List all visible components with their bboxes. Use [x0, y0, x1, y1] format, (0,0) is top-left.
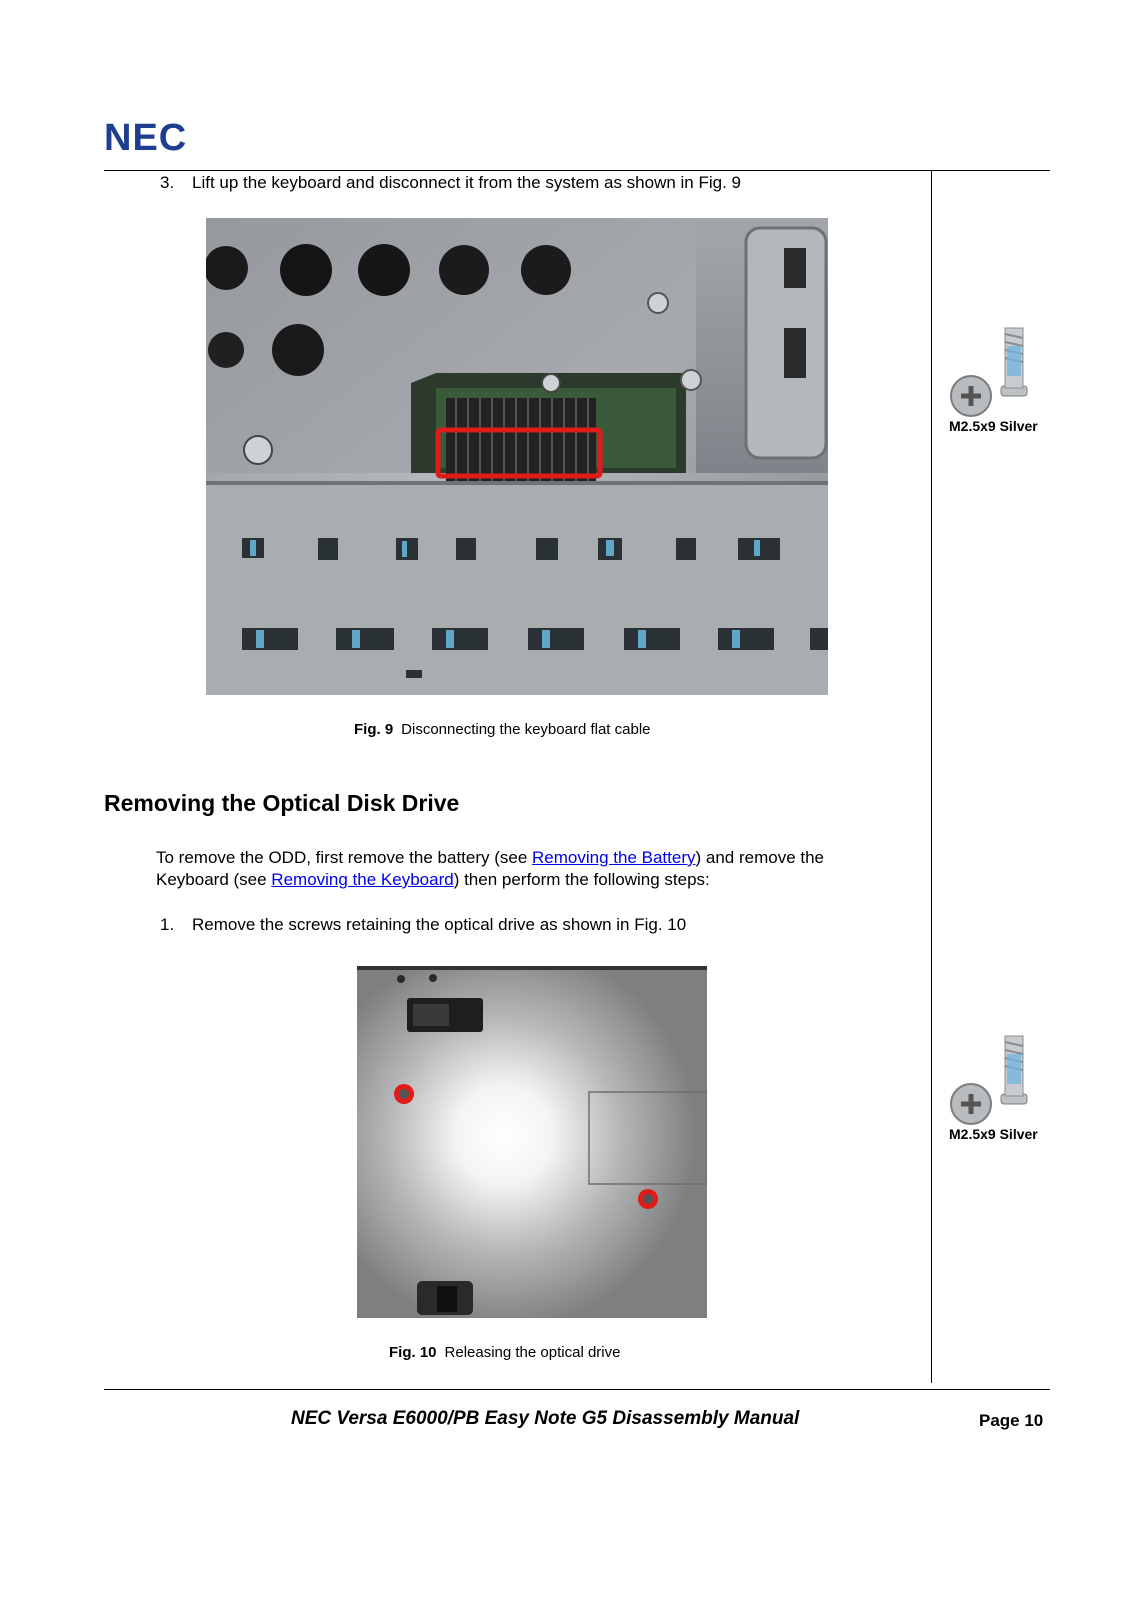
screw-label: M2.5x9 Silver: [949, 1126, 1038, 1142]
step-number: 1.: [160, 915, 175, 934]
figure-caption-text: Disconnecting the keyboard flat cable: [401, 721, 651, 738]
logo-text: NEC: [104, 118, 188, 154]
removing-battery-link[interactable]: Removing the Battery: [532, 848, 696, 867]
footer-rule: [104, 1389, 1050, 1390]
side-column-divider: [931, 171, 932, 1383]
figure-caption-text: Releasing the optical drive: [444, 1344, 621, 1361]
screw-reference: [949, 1034, 1045, 1142]
optical-drive-photo: [357, 966, 707, 1318]
manual-title: NEC Versa E6000/PB Easy Note G5 Disassembly Manual: [291, 1408, 800, 1429]
figure-label: Fig. 10: [389, 1344, 437, 1361]
screw-label: M2.5x9 Silver: [949, 418, 1038, 434]
removing-keyboard-link[interactable]: Removing the Keyboard: [271, 870, 454, 889]
section-title: Removing the Optical Disk Drive: [104, 790, 460, 816]
screw-reference: [949, 326, 1045, 434]
figure-label: Fig. 9: [354, 721, 394, 738]
figure-10-caption: [389, 1344, 620, 1361]
step-text: Remove the screws retaining the optical drive as shown in Fig. 10: [192, 915, 687, 934]
figure-9-caption: [354, 721, 651, 738]
screw-icon: [949, 326, 1045, 418]
intro-text-2: ) and remove the Keyboard (see: [156, 848, 825, 889]
screw-icon: [949, 1034, 1045, 1126]
step-1: [160, 915, 686, 935]
step-text: Lift up the keyboard and disconnect it from the system as shown in Fig. 9: [192, 173, 742, 192]
step-3: [160, 173, 741, 193]
keyboard-cable-photo: [206, 218, 828, 695]
page-number: Page 10: [979, 1411, 1044, 1430]
intro-text-3: ) then perform the following steps:: [453, 870, 710, 889]
intro-paragraph: [156, 847, 896, 891]
nec-logo: [104, 118, 228, 154]
header-rule: [104, 170, 1050, 171]
step-number: 3.: [160, 173, 175, 192]
intro-text-1: To remove the ODD, first remove the battery (see: [156, 848, 533, 867]
